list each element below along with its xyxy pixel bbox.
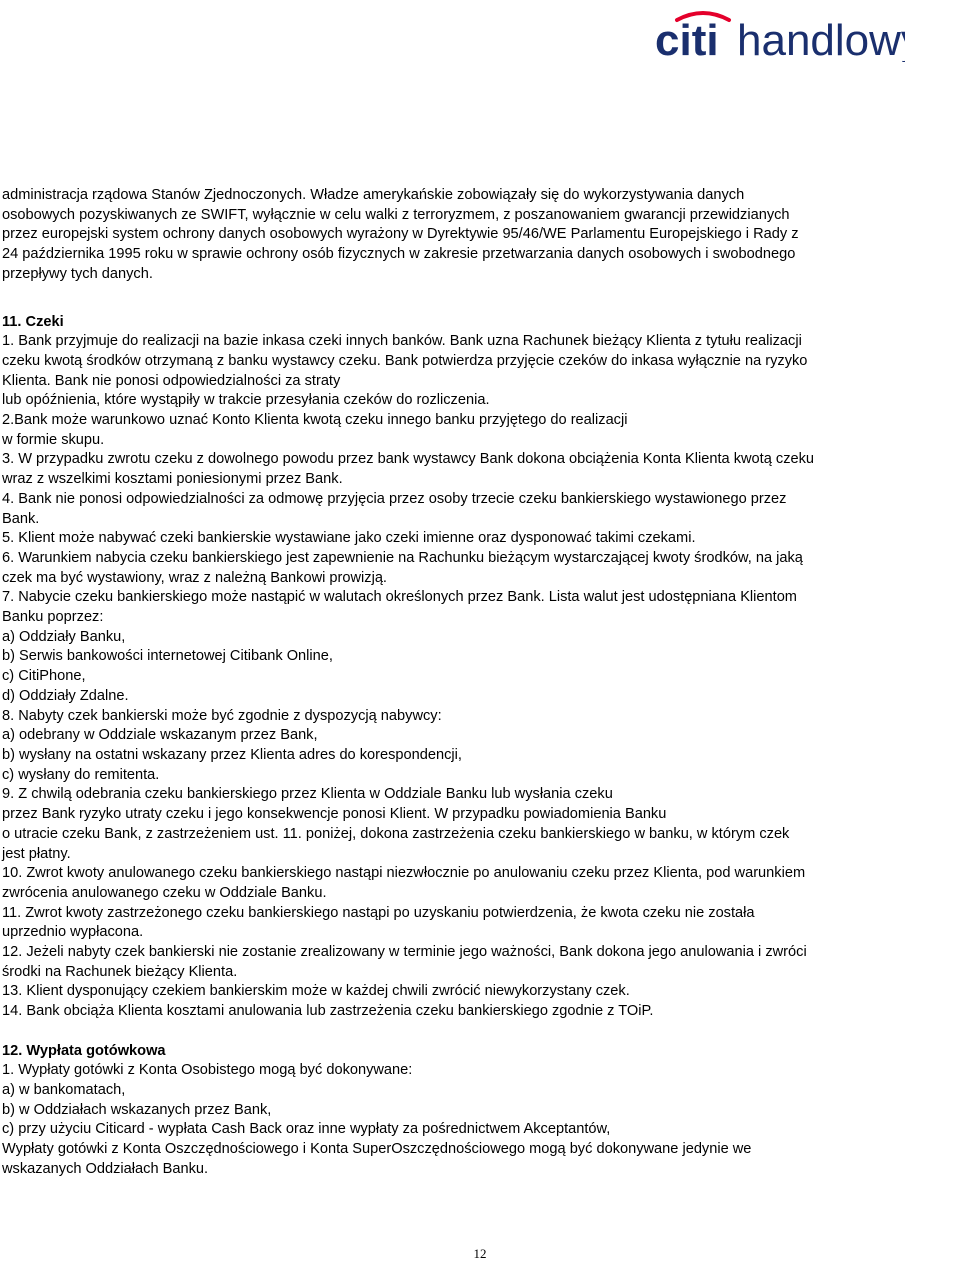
text-line: 3. W przypadku zwrotu czeku z dowolnego powodu przez bank wystawcy Bank dokona obciążenia Konta Klienta kwotą czeku (2, 451, 815, 468)
text-line: 9. Z chwilą odebrania czeku bankierskiego przez Klienta w Oddziale Banku lub wysłania czeku (2, 786, 613, 803)
text-line: administracja rządowa Stanów Zjednoczonych. Władze amerykańskie zobowiązały się do wykorzystywania danych (2, 187, 745, 203)
text-line: 1. Bank przyjmuje do realizacji na bazie inkasa czeki innych banków. Bank uzna Rachunek bieżący Klienta z tytułu realizacji (2, 333, 802, 350)
text-line: o utracie czeku Bank, z zastrzeżeniem ust. 11. poniżej, dokona zastrzeżenia czeku bankierskiego w banku, w którym czek (2, 825, 790, 842)
text-line: Wypłaty gotówki z Konta Oszczędnościowego i Konta SuperOszczędnościowego mogą być dokonywane jedynie we (2, 1141, 752, 1158)
text-line: d) Oddziały Zdalne. (2, 687, 129, 704)
text-line: lub opóźnienia, które wystąpiły w trakcie przesyłania czeków do rozliczenia. (2, 392, 490, 409)
text-line: b) Serwis bankowości internetowej Citibank Online, (2, 648, 333, 665)
section-11-czeki (2, 313, 957, 1022)
text-line: 7. Nabycie czeku bankierskiego może nastąpić w walutach określonych przez Bank. Lista walut jest udostępniana Klientom (2, 589, 797, 606)
text-line: 4. Bank nie ponosi odpowiedzialności za odmowę przyjęcia przez osoby trzecie czeku bankierskiego wystawionego przez (2, 490, 787, 507)
text-line: c) przy użyciu Citicard - wypłata Cash Back oraz inne wypłaty za pośrednictwem Akceptantów, (2, 1121, 611, 1138)
text-line: a) w bankomatach, (2, 1081, 126, 1098)
text-line: 2.Bank może warunkowo uznać Konto Klienta kwotą czeku innego banku przyjętego do realizacji (2, 412, 628, 429)
text-line: 24 października 1995 roku w sprawie ochrony osób fizycznych w zakresie przetwarzania danych osobowych i swobodnego (2, 246, 796, 263)
text-line: 1. Wypłaty gotówki z Konta Osobistego mogą być dokonywane: (2, 1062, 413, 1079)
text-line: uprzednio wypłacona. (2, 924, 144, 941)
section-12-body (2, 1061, 957, 1179)
text-line: wskazanych Oddziałach Banku. (2, 1160, 209, 1177)
text-line: b) wysłany na ostatni wskazany przez Klienta adres do korespondencji, (2, 746, 462, 763)
text-line: 10. Zwrot kwoty anulowanego czeku bankierskiego nastąpi niezwłocznie po anulowaniu czeku przez Klienta, pod warunkiem (2, 865, 806, 882)
text-line: c) CitiPhone, (2, 668, 86, 685)
citi-handlowy-logo (655, 10, 905, 62)
section-11-body (2, 332, 957, 1022)
text-line: c) wysłany do remitenta. (2, 766, 160, 783)
text-line: czeku kwotą środków otrzymaną z banku wystawcy czeku. Bank potwierdza przyjęcie czeków do inkasa wyłącznie na ryzyko (2, 352, 808, 369)
text-line: 14. Bank obciąża Klienta kosztami anulowania lub zastrzeżenia czeku bankierskiego zgodnie z TOiP. (2, 1003, 654, 1020)
text-line: b) w Oddziałach wskazanych przez Bank, (2, 1101, 272, 1118)
section-heading: 11. Czeki (2, 313, 64, 330)
text-line: Klienta. Bank nie ponosi odpowiedzialności za straty (2, 372, 341, 389)
text-line: czek ma być wystawiony, wraz z należną Bankowi prowizją. (2, 569, 387, 586)
text-line: Bank. (2, 510, 40, 527)
text-line: 8. Nabyty czek bankierski może być zgodnie z dyspozycją nabywcy: (2, 707, 442, 724)
text-line: 6. Warunkiem nabycia czeku bankierskiego jest zapewnienie na Rachunku bieżącym wystarczającej kwoty środków, na jaką (2, 549, 803, 566)
svg-text:citi: citi (655, 16, 719, 62)
text-line: środki na Rachunek bieżący Klienta. (2, 963, 238, 980)
text-line: 11. Zwrot kwoty zastrzeżonego czeku bankierskiego nastąpi po uzyskaniu potwierdzenia, że kwota czeku nie została (2, 904, 755, 921)
text-line: a) Oddziały Banku, (2, 628, 126, 645)
text-line: zwrócenia anulowanego czeku w Oddziale Banku. (2, 884, 327, 901)
text-line: 12. Jeżeli nabyty czek bankierski nie zostanie zrealizowany w terminie jego ważności, Bank dokona jego anulowania i zwróci (2, 944, 807, 961)
text-line: przez Bank ryzyko utraty czeku i jego konsekwencje ponosi Klient. W przypadku powiadomienia Banku (2, 806, 667, 823)
text-line: osobowych pozyskiwanych ze SWIFT, wyłącznie w celu walki z terroryzmem, z poszanowaniem gwarancji przewidzianych (2, 206, 790, 223)
text-line: przez europejski system ochrony danych osobowych wyrażony w Dyrektywie 95/46/WE Parlamentu Europejskiego i Rady z (2, 226, 799, 243)
text-line: 5. Klient może nabywać czeki bankierskie wystawiane jako czeki imienne oraz dysponować takimi czekami. (2, 530, 696, 547)
section-12-wyplata (2, 1042, 957, 1180)
page-number: 12 (473, 1246, 487, 1261)
text-line: a) odebrany w Oddziale wskazanym przez Bank, (2, 727, 318, 744)
svg-text:handlowy: handlowy (737, 16, 905, 62)
text-line: jest płatny. (2, 845, 71, 862)
citi-logo-icon (655, 10, 905, 62)
text-line: przepływy tych danych. (2, 265, 153, 282)
text-line: w formie skupu. (2, 431, 105, 448)
section-heading: 12. Wypłata gotówkowa (2, 1042, 166, 1059)
text-line: wraz z wszelkimi kosztami poniesionymi przez Bank. (2, 471, 343, 488)
text-line: 13. Klient dysponujący czekiem bankierskim może w każdej chwili zwrócić niewykorzystany czek. (2, 983, 630, 1000)
document-body (2, 186, 957, 1179)
intro-paragraph (2, 186, 957, 285)
text-line: Banku poprzez: (2, 609, 104, 626)
